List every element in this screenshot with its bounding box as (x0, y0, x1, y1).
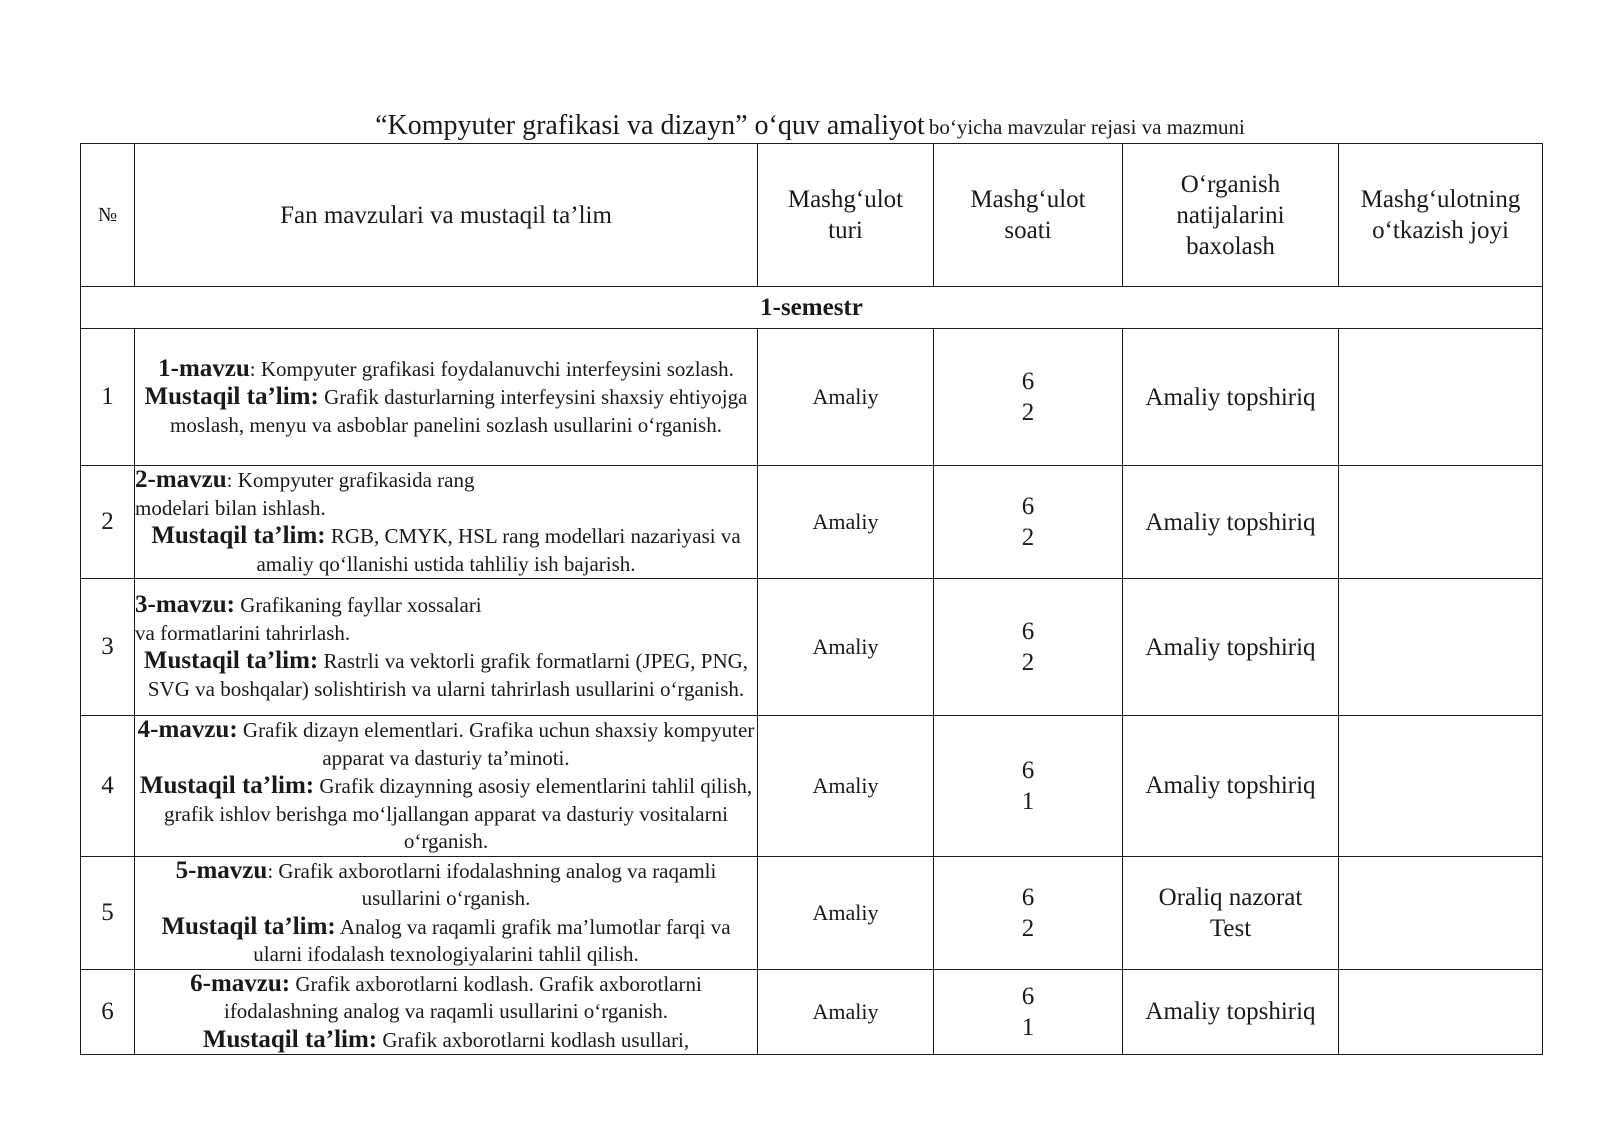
topic-paragraph (135, 857, 757, 913)
session-hours (934, 329, 1123, 466)
semester-label: 1-semestr (81, 287, 1543, 329)
topic-cell (135, 716, 758, 857)
hours-value: 6 (1021, 756, 1035, 784)
header-topic: Fan mavzulari va mustaqil ta’lim (135, 144, 758, 287)
evaluation-line: Amaliy topshiriq (1145, 998, 1316, 1025)
hours-value: 2 (1021, 399, 1035, 426)
session-type: Amaliy (758, 329, 934, 466)
topic-paragraph (135, 466, 495, 522)
row-number: 6 (81, 969, 135, 1054)
document-title (80, 108, 1540, 148)
topic-text: : Kompyuter grafikasi foydalanuvchi interfeysini sozlash. (249, 356, 734, 381)
evaluation (1123, 969, 1339, 1054)
hours-value: 2 (1021, 914, 1035, 942)
topic-text: : Grafik axborotlarni ifodalashning analog va raqamli usullarini o‘rganish. (267, 858, 717, 910)
session-hours (934, 856, 1123, 969)
self-study-text: Rastrli va vektorli grafik formatlarni (JPEG, PNG, SVG va boshqalar) solishtirish va ularni tahrirlash usullarini o‘rganish. (147, 649, 749, 701)
session-place (1339, 856, 1543, 969)
self-study-paragraph (135, 913, 757, 969)
hours-value: 6 (1021, 982, 1035, 1010)
topic-paragraph (135, 970, 757, 1026)
header-line: Mashg‘ulot (787, 186, 904, 213)
evaluation (1123, 579, 1339, 716)
session-type: Amaliy (758, 579, 934, 716)
session-hours (934, 969, 1123, 1054)
self-study-label: Mustaqil ta’lim: (139, 772, 315, 799)
topic-text: Grafik dizayn elementlari. Grafika uchun shaxsiy kompyuter apparat va dasturiy ta’minoti. (237, 718, 755, 770)
hours-value: 2 (1021, 524, 1035, 551)
topic-paragraph (135, 355, 757, 384)
self-study-text: Grafik axborotlarni kodlash usullari, (377, 1027, 690, 1052)
self-study-paragraph (135, 522, 757, 578)
topic-text: : Kompyuter grafikasida rang modelari bilan ishlash. (135, 468, 475, 520)
topic-label: 6-mavzu: (190, 969, 291, 997)
evaluation-line: Amaliy topshiriq (1145, 508, 1316, 536)
self-study-text: Grafik dizaynning asosiy elementlarini tahlil qilish, grafik ishlov berishga mo‘ljallangan apparat va dasturiy vositalarni o‘rganish. (164, 774, 753, 853)
self-study-text: RGB, CMYK, HSL rang modellari nazariyasi va amaliy qo‘llanishi ustida tahliliy ish bajarish. (256, 524, 741, 576)
topic-cell (135, 466, 758, 579)
evaluation-line: Amaliy topshiriq (1145, 383, 1316, 411)
header-line: O‘rganish (1180, 170, 1281, 198)
topic-label: 1-mavzu (158, 354, 250, 382)
header-session-type (758, 144, 934, 287)
header-evaluation (1123, 144, 1339, 287)
topic-cell (135, 329, 758, 466)
hours-value: 2 (1021, 649, 1035, 676)
header-line: baxolash (1186, 232, 1275, 260)
self-study-paragraph (135, 772, 757, 856)
topic-label: 5-mavzu (175, 856, 268, 884)
evaluation (1123, 329, 1339, 466)
header-session-place (1339, 144, 1543, 287)
session-hours (934, 466, 1123, 579)
evaluation-line: Oraliq nazorat (1158, 883, 1303, 911)
session-type: Amaliy (758, 716, 934, 857)
topics-plan-table (80, 143, 1543, 1055)
self-study-text: Grafik dasturlarning interfeysini shaxsiy ehtiyojga moslash, menyu va asboblar panelini sozlash usullarini o‘rganish. (170, 385, 748, 437)
topic-cell (135, 969, 758, 1054)
table-row (81, 969, 1543, 1054)
topic-label: 3-mavzu: (135, 591, 235, 618)
evaluation (1123, 466, 1339, 579)
topic-text: Grafik axborotlarni kodlash. Grafik axborotlarni ifodalashning analog va raqamli usullarini o‘rganish. (223, 971, 702, 1023)
table-row (81, 466, 1543, 579)
session-hours (934, 579, 1123, 716)
self-study-label: Mustaqil ta’lim: (143, 647, 319, 674)
table-row (81, 716, 1543, 857)
row-number: 1 (81, 329, 135, 466)
table-row (81, 856, 1543, 969)
session-place (1339, 579, 1543, 716)
self-study-text: Analog va raqamli grafik ma’lumotlar farqi va ularni ifodalash texnologiyalarini tahlil qilish. (253, 914, 731, 966)
header-number: № (81, 144, 135, 287)
table-row (81, 579, 1543, 716)
row-number: 5 (81, 856, 135, 969)
evaluation-line: Test (1209, 914, 1252, 942)
row-number: 2 (81, 466, 135, 579)
row-number: 3 (81, 579, 135, 716)
session-type: Amaliy (758, 969, 934, 1054)
header-line: Mashg‘ulotning (1360, 186, 1521, 213)
header-line: soati (1004, 217, 1052, 244)
session-type: Amaliy (758, 856, 934, 969)
self-study-paragraph (135, 1026, 757, 1054)
topic-text: Grafikaning fayllar xossalari va formatlarini tahrirlash. (135, 593, 482, 645)
topic-paragraph (135, 591, 505, 647)
header-session-hours (934, 144, 1123, 287)
title-rest: bo‘yicha mavzular rejasi va mazmuni (928, 115, 1245, 139)
topic-clip (135, 970, 757, 1054)
hours-value: 6 (1021, 618, 1035, 645)
evaluation (1123, 856, 1339, 969)
topic-label: 2-mavzu (135, 466, 227, 493)
topic-paragraph (135, 716, 757, 772)
header-line: Mashg‘ulot (970, 186, 1086, 213)
header-line: turi (828, 217, 863, 244)
self-study-paragraph (135, 647, 757, 703)
session-hours (934, 716, 1123, 857)
topic-label: 4-mavzu: (137, 716, 238, 743)
session-place (1339, 716, 1543, 857)
self-study-label: Mustaqil ta’lim: (144, 383, 319, 411)
evaluation (1123, 716, 1339, 857)
hours-value: 1 (1021, 787, 1035, 815)
hours-value: 6 (1021, 368, 1035, 395)
session-type: Amaliy (758, 466, 934, 579)
header-line: natijalarini (1176, 201, 1285, 229)
header-line: o‘tkazish joyi (1372, 217, 1509, 244)
hours-value: 6 (1021, 883, 1035, 911)
self-study-paragraph (135, 383, 757, 439)
session-place (1339, 969, 1543, 1054)
session-place (1339, 329, 1543, 466)
self-study-label: Mustaqil ta’lim: (161, 912, 336, 940)
topic-cell (135, 856, 758, 969)
topic-cell (135, 579, 758, 716)
semester-row (81, 287, 1543, 329)
table-header-row (81, 144, 1543, 287)
table-row (81, 329, 1543, 466)
row-number: 4 (81, 716, 135, 857)
title-main: “Kompyuter grafikasi va dizayn” o‘quv amaliyot (375, 110, 925, 141)
hours-value: 6 (1021, 493, 1035, 520)
session-place (1339, 466, 1543, 579)
hours-value: 1 (1021, 1013, 1035, 1041)
self-study-label: Mustaqil ta’lim: (202, 1025, 378, 1053)
evaluation-line: Amaliy topshiriq (1145, 633, 1316, 661)
evaluation-line: Amaliy topshiriq (1145, 772, 1316, 800)
self-study-label: Mustaqil ta’lim: (151, 522, 326, 549)
